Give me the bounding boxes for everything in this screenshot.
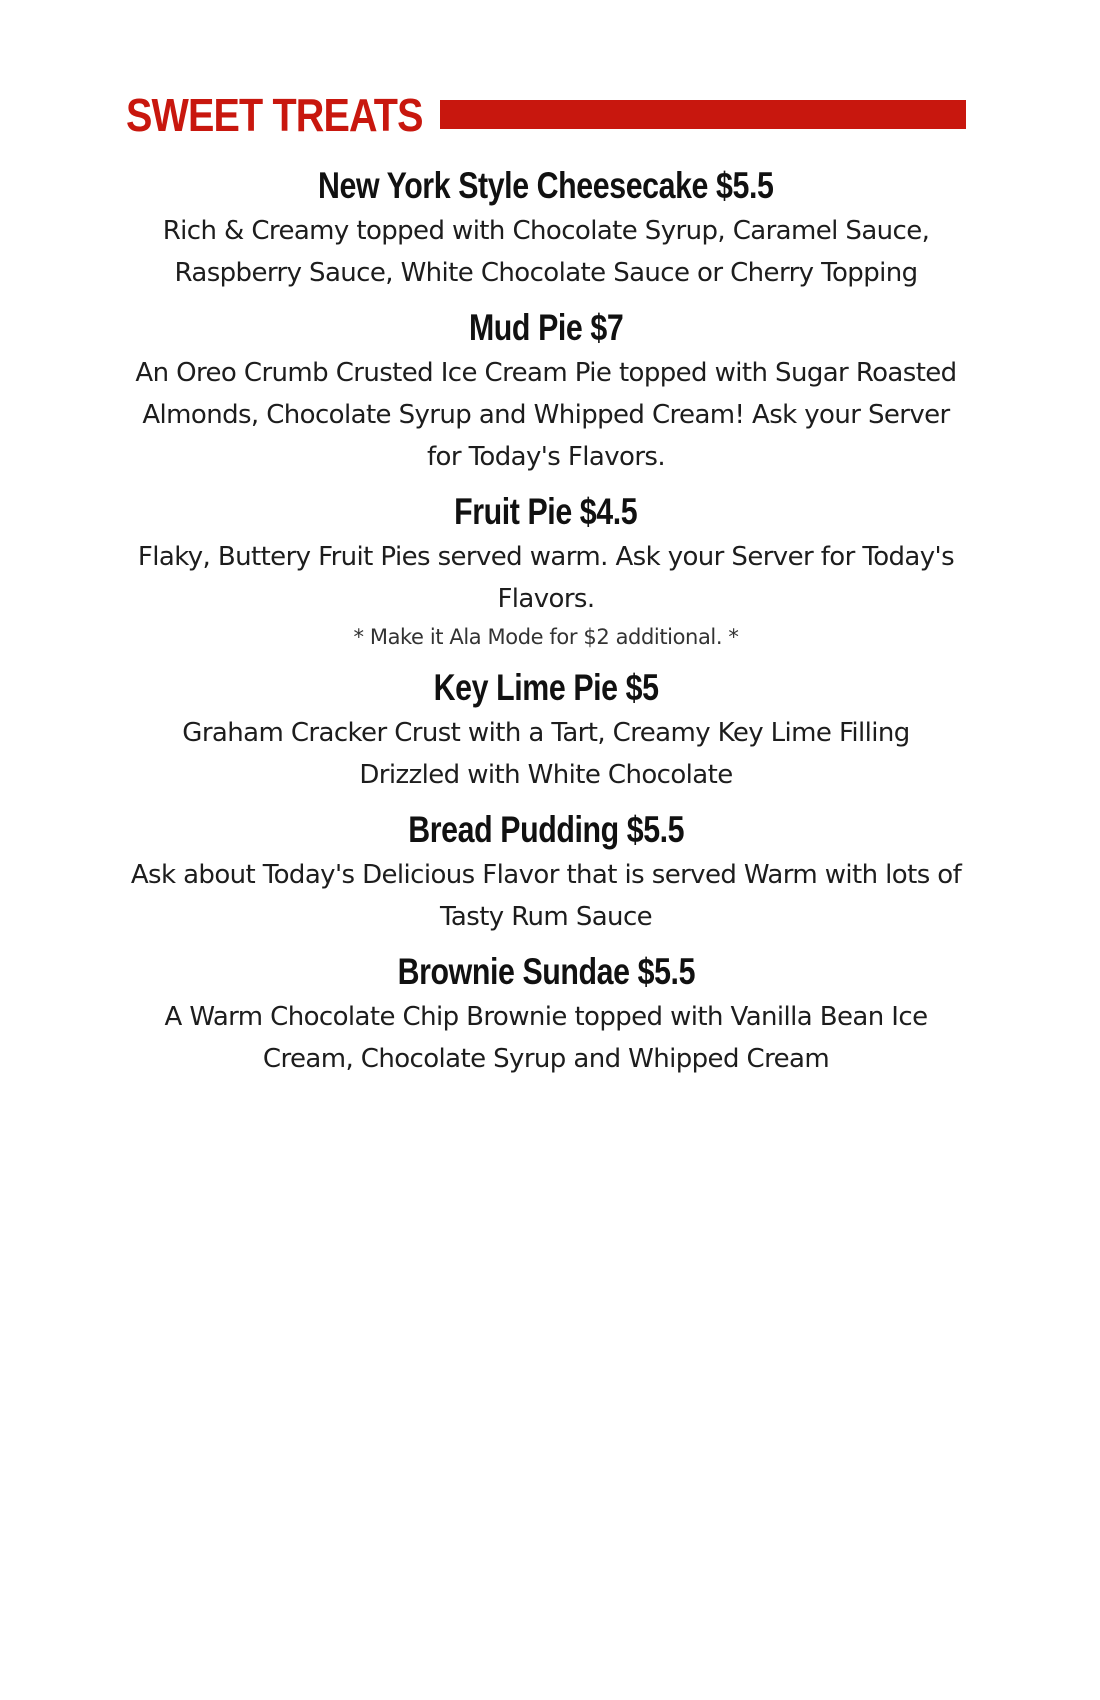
- menu-item-fruit-pie: [130, 488, 962, 654]
- menu-item-brownie-sundae: [130, 948, 962, 1080]
- item-name: Bread Pudding $5.5: [408, 809, 684, 850]
- section-header: [126, 86, 966, 148]
- item-description: Rich & Creamy topped with Chocolate Syrup, Caramel Sauce, Raspberry Sauce, White Chocolate Sauce or Cherry Topping: [162, 216, 930, 288]
- menu-item-bread-pudding: [130, 806, 962, 938]
- item-description: An Oreo Crumb Crusted Ice Cream Pie topped with Sugar Roasted Almonds, Chocolate Syrup and Whipped Cream! Ask your Server for Today's Flavors.: [135, 358, 957, 472]
- item-note: * Make it Ala Mode for $2 additional. *: [353, 625, 739, 649]
- item-name: Brownie Sundae $5.5: [397, 951, 695, 992]
- menu-item-key-lime-pie: [130, 664, 962, 796]
- item-name: Fruit Pie $4.5: [454, 491, 638, 532]
- item-description: A Warm Chocolate Chip Brownie topped with Vanilla Bean Ice Cream, Chocolate Syrup and Whipped Cream: [164, 1002, 928, 1074]
- item-name: Mud Pie $7: [468, 307, 624, 348]
- menu-item-cheesecake: [130, 162, 962, 294]
- item-description: Ask about Today's Delicious Flavor that is served Warm with lots of Tasty Rum Sauce: [130, 860, 962, 932]
- item-description: Flaky, Buttery Fruit Pies served warm. Ask your Server for Today's Flavors.: [137, 542, 955, 614]
- section-title: SWEET TREATS: [126, 89, 423, 141]
- item-name: Key Lime Pie $5: [433, 667, 659, 708]
- item-description: Graham Cracker Crust with a Tart, Creamy Key Lime Filling Drizzled with White Chocolate: [182, 718, 910, 790]
- dessert-menu-list: [130, 162, 962, 1080]
- title-accent-bar: [440, 100, 966, 129]
- item-name: New York Style Cheesecake $5.5: [318, 165, 774, 206]
- menu-item-mud-pie: [130, 304, 962, 478]
